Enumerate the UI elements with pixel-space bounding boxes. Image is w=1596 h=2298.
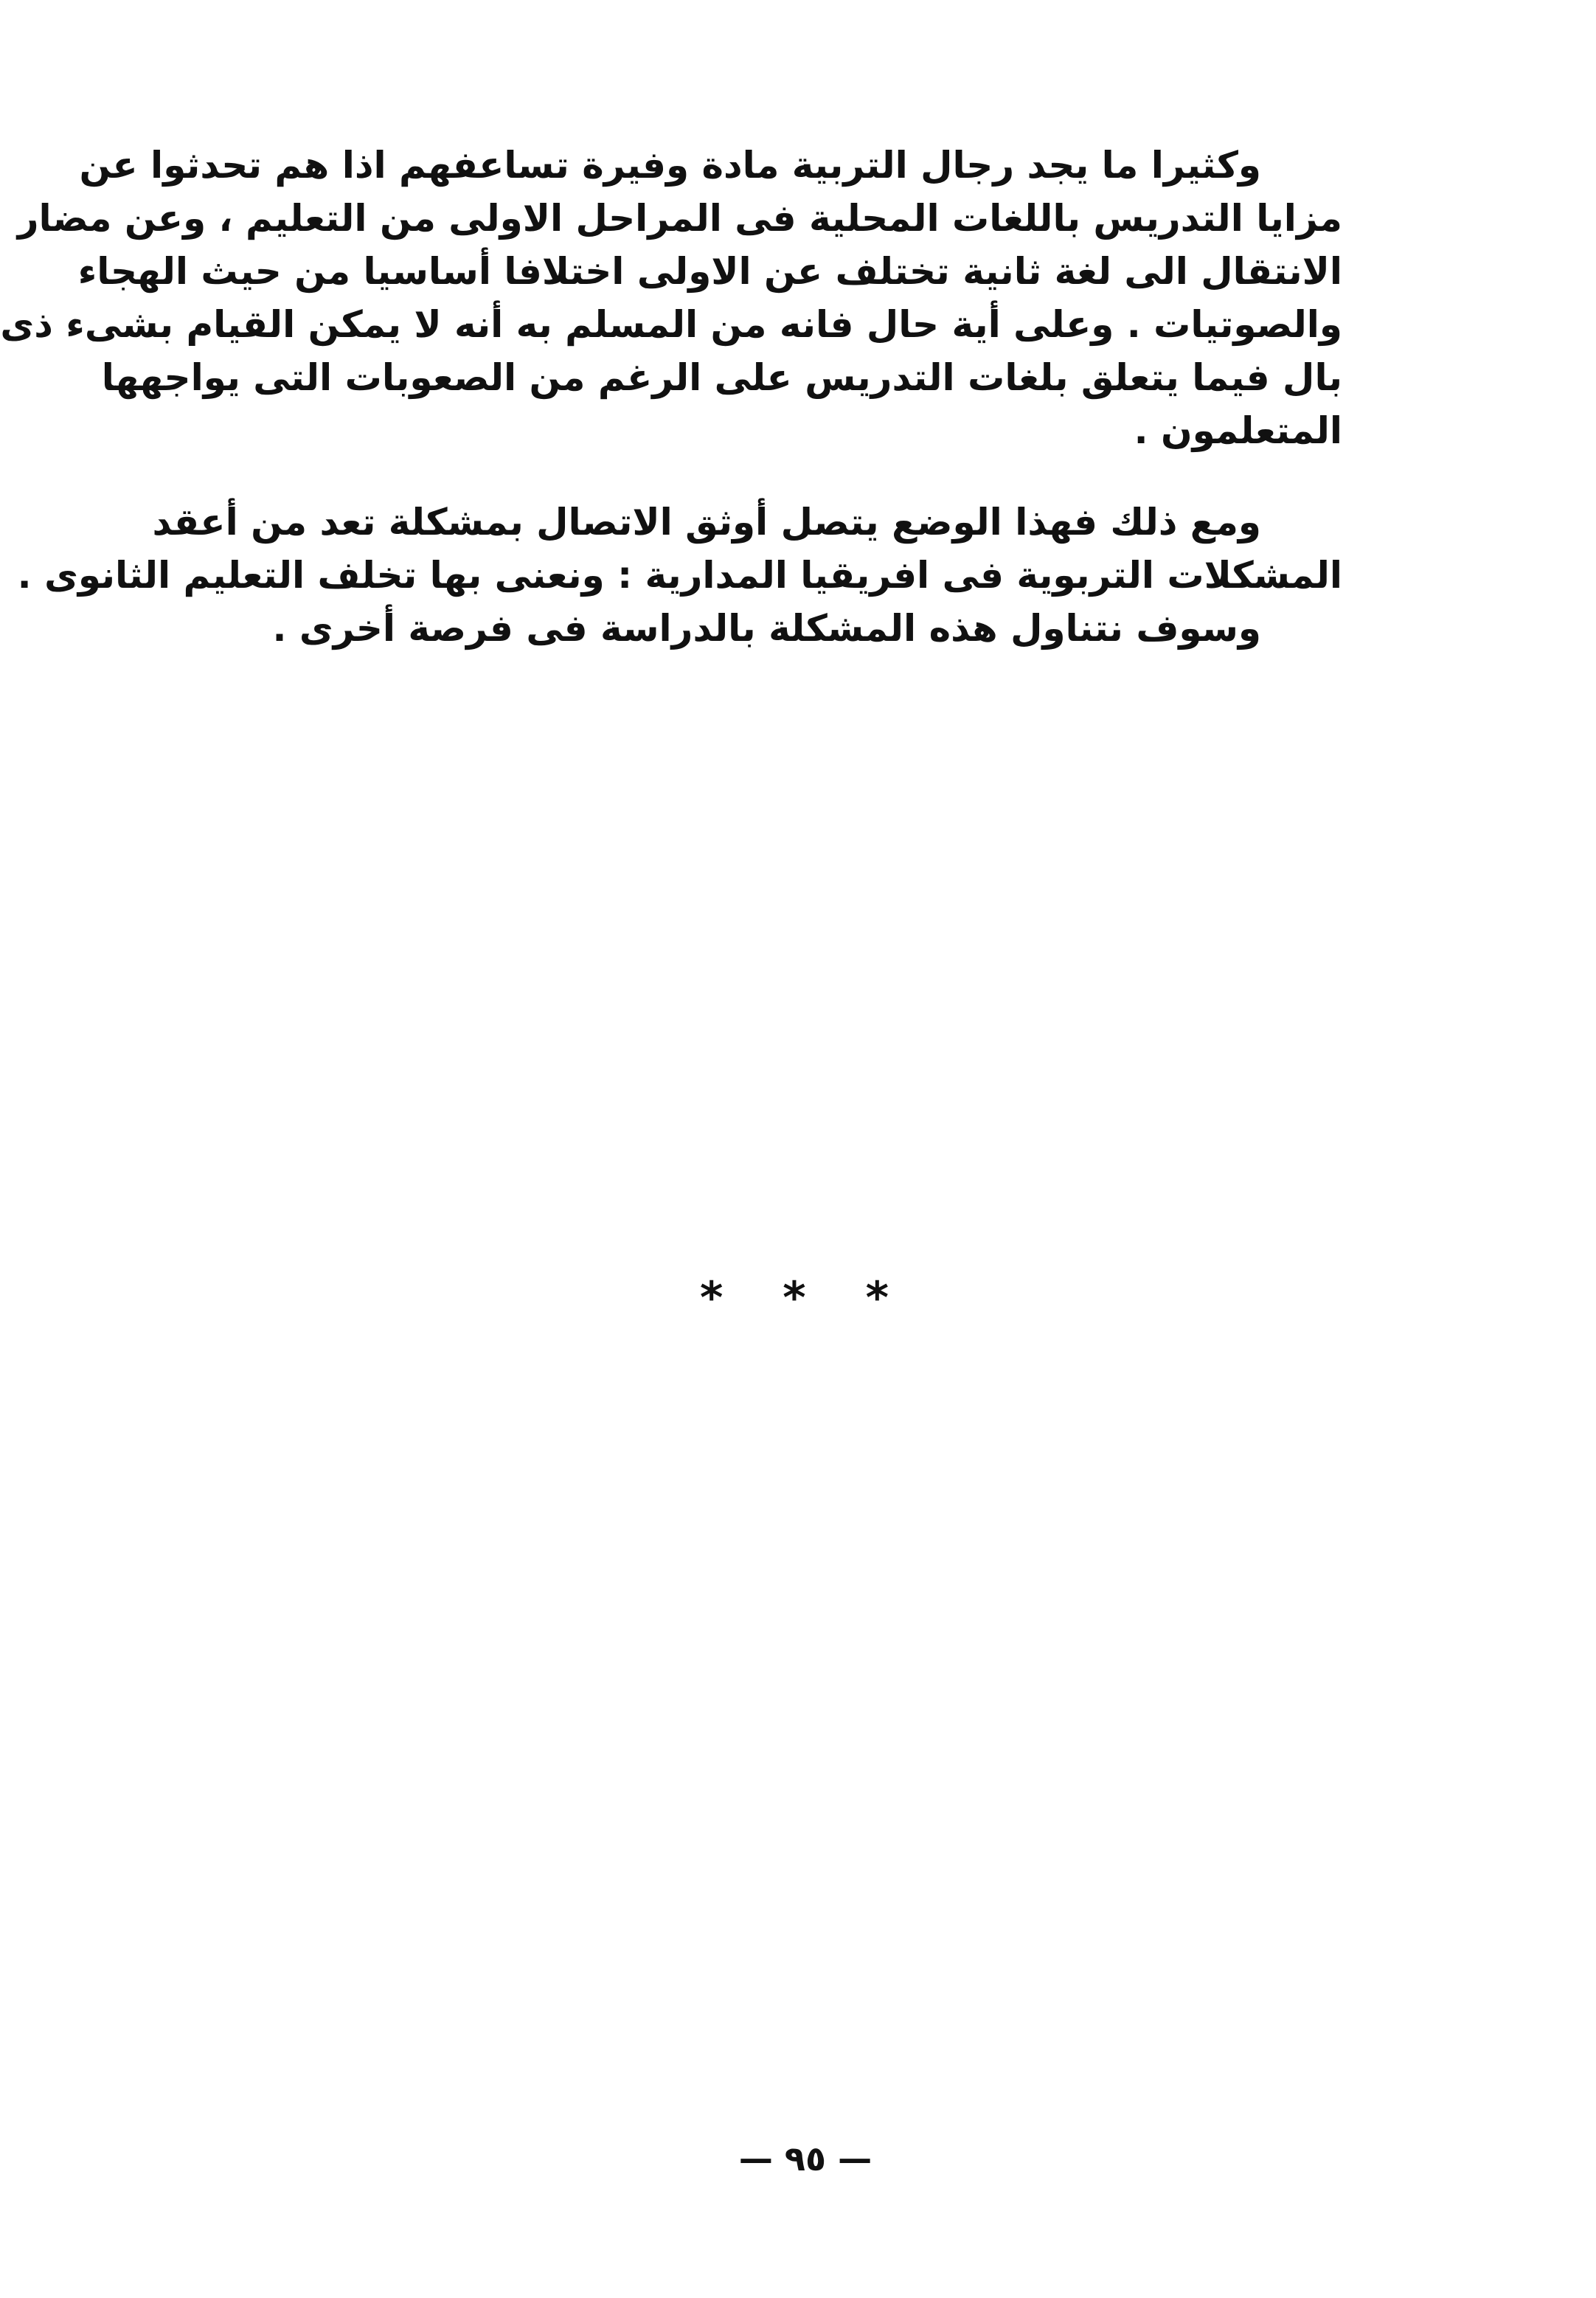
paragraph-1-line: والصوتيات . وعلى أية حال فانه من المسلم به أنه لا يمكن القيام بشىء ذى: [0, 303, 1342, 346]
section-ornament: * * *: [700, 1272, 911, 1324]
page-number: — ٩٥ —: [738, 2139, 872, 2179]
paragraph-1-line: وكثيرا ما يجد رجال التربية مادة وفيرة تساعفهم اذا هم تحدثوا عن: [79, 144, 1261, 187]
paragraph-2: [17, 496, 1342, 655]
paragraph-2-line: وسوف نتناول هذه المشكلة بالدراسة فى فرصة أخرى .: [272, 607, 1261, 650]
paragraph-1-line: الانتقال الى لغة ثانية تختلف عن الاولى اختلافا أساسيا من حيث الهجاء: [77, 250, 1342, 293]
paragraph-2-line: المشكلات التربوية فى افريقيا المدارية : ونعنى بها تخلف التعليم الثانوى .: [17, 554, 1342, 597]
paragraph-1: [0, 139, 1342, 457]
paragraph-1-line: بال فيما يتعلق بلغات التدريس على الرغم من الصعوبات التى يواجهها: [101, 356, 1342, 399]
paragraph-2-line: ومع ذلك فهذا الوضع يتصل أوثق الاتصال بمشكلة تعد من أعقد: [152, 501, 1261, 544]
paragraph-1-line: المتعلمون .: [1134, 409, 1342, 452]
paragraph-1-line: مزايا التدريس باللغات المحلية فى المراحل الاولى من التعليم ، وعن مضار: [17, 197, 1342, 240]
